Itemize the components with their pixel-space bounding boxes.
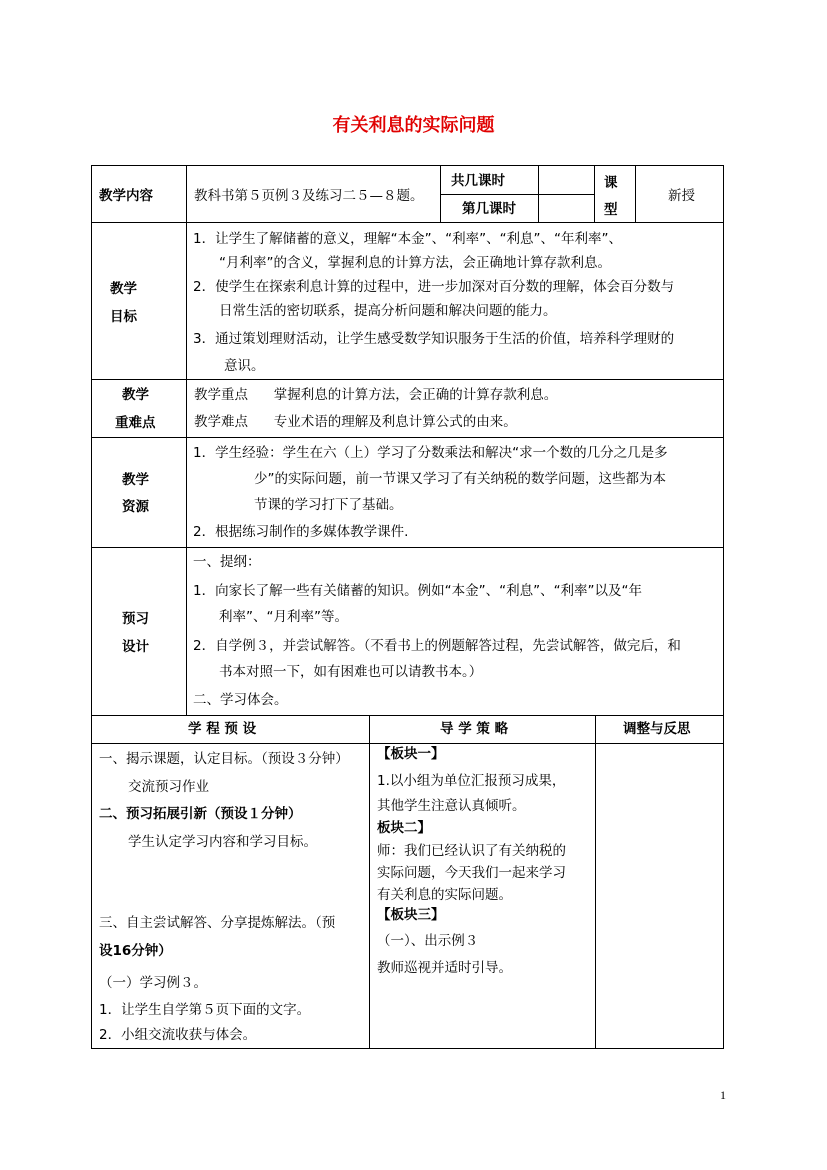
preview-label: 设计 — [122, 639, 149, 655]
row-divider — [440, 194, 594, 195]
row-divider — [91, 715, 724, 716]
preview-line: 1．向家长了解一些有关储蓄的知识。例如“本金”、“利息”、“利率”以及“年 — [193, 583, 643, 599]
strategy-line: 其他学生注意认真倾听。 — [377, 798, 526, 814]
goal-line: 3．通过策划理财活动，让学生感受数学知识服务于生活的价值，培养科学理财的 — [193, 331, 675, 347]
goal-line: “月利率”的含义，掌握利息的计算方法，会正确地计算存款利息。 — [219, 255, 611, 271]
resource-line: 2．根据练习制作的多媒体教学课件. — [193, 524, 409, 540]
which-hour-label: 第几课时 — [462, 201, 516, 217]
column-divider — [635, 165, 636, 222]
goal-line: 2．使学生在探索利息计算的过程中，进一步加深对百分数的理解，体会百分数与 — [193, 279, 675, 295]
column-divider — [186, 165, 187, 715]
strategy-line: 1.以小组为单位汇报预习成果， — [377, 773, 566, 789]
resource-line: 少”的实际问题，前一节课又学习了有关纳税的数学问题，这些都为本 — [254, 471, 666, 487]
preview-label: 预习 — [122, 611, 149, 627]
strategy-line: 师：我们已经认识了有关纳税的 — [377, 843, 566, 859]
type-label: 课 — [604, 175, 618, 191]
goals-label: 教学 — [110, 281, 137, 297]
resource-line: 1．学生经验：学生在六（上）学习了分数乘法和解决“求一个数的几分之几是多 — [193, 445, 668, 461]
page-number: 1 — [720, 1088, 726, 1102]
preview-line: 一、提纲： — [193, 554, 261, 570]
column-divider — [440, 165, 441, 222]
process-step-line: 三、自主尝试解答、分享提炼解法。（预 — [99, 915, 336, 931]
strategy-line: 板块二】 — [377, 820, 431, 836]
strategy-line: 实际问题，今天我们一起来学习 — [377, 865, 566, 881]
process-step-line: 2．小组交流收获与体会。 — [99, 1027, 257, 1043]
column-divider — [595, 715, 596, 1049]
content-value: 教科书第５页例３及练习二５—８题。 — [194, 188, 424, 204]
total-hours-label: 共几课时 — [451, 173, 505, 189]
keypoints-label: 重难点 — [115, 415, 156, 431]
strategy-line: 有关利息的实际问题。 — [377, 887, 512, 903]
strategy-line: 教师巡视并适时引导。 — [377, 960, 512, 976]
process-step-line: 学生认定学习内容和学习目标。 — [128, 834, 317, 850]
keypoints-label: 教学 — [122, 387, 149, 403]
goal-line: 1．让学生了解储蓄的意义，理解“本金”、“利率”、“利息”、“年利率”、 — [193, 231, 623, 247]
strategy-line: 【板块三】 — [377, 907, 445, 923]
process-col2-header: 导 学 策 略 — [440, 721, 509, 737]
preview-line: 2．自学例３，并尝试解答。（不看书上的例题解答过程，先尝试解答，做完后，和 — [193, 638, 681, 654]
document-title: 有关利息的实际问题 — [332, 115, 495, 136]
type-value: 新授 — [668, 188, 695, 204]
goal-line: 意识。 — [224, 358, 265, 374]
strategy-line: 【板块一】 — [377, 746, 445, 762]
process-col3-header: 调整与反思 — [623, 721, 691, 737]
resources-label: 教学 — [122, 472, 149, 488]
resources-label: 资源 — [122, 499, 149, 515]
preview-line: 二、学习体会。 — [193, 692, 288, 708]
process-step-line: 一、揭示课题，认定目标。（预设３分钟） — [99, 751, 349, 767]
column-divider — [369, 715, 370, 1049]
process-step-line: 设16分钟） — [99, 943, 172, 959]
process-step-line: 二、预习拓展引新（预设１分钟） — [99, 806, 302, 822]
process-step-line: 1．让学生自学第５页下面的文字。 — [99, 1002, 311, 1018]
content-label: 教学内容 — [99, 188, 153, 204]
process-col1-header: 学 程 预 设 — [188, 721, 257, 737]
type-label: 型 — [604, 202, 618, 218]
column-divider — [538, 165, 539, 222]
preview-line: 利率”、“月利率”等。 — [219, 609, 348, 625]
resource-line: 节课的学习打下了基础。 — [254, 497, 403, 513]
keypoint-line: 教学重点 掌握利息的计算方法，会正确的计算存款利息。 — [194, 387, 558, 403]
process-step-line: 交流预习作业 — [128, 779, 209, 795]
strategy-line: （一）、出示例３ — [377, 933, 479, 949]
process-step-line: （一）学习例３。 — [99, 975, 207, 991]
goal-line: 日常生活的密切联系，提高分析问题和解决问题的能力。 — [219, 303, 557, 319]
goals-label: 目标 — [110, 309, 137, 325]
preview-line: 书本对照一下，如有困难也可以请教书本。） — [219, 664, 483, 680]
keypoint-line: 教学难点 专业术语的理解及利息计算公式的由来。 — [194, 414, 517, 430]
column-divider — [594, 165, 595, 222]
